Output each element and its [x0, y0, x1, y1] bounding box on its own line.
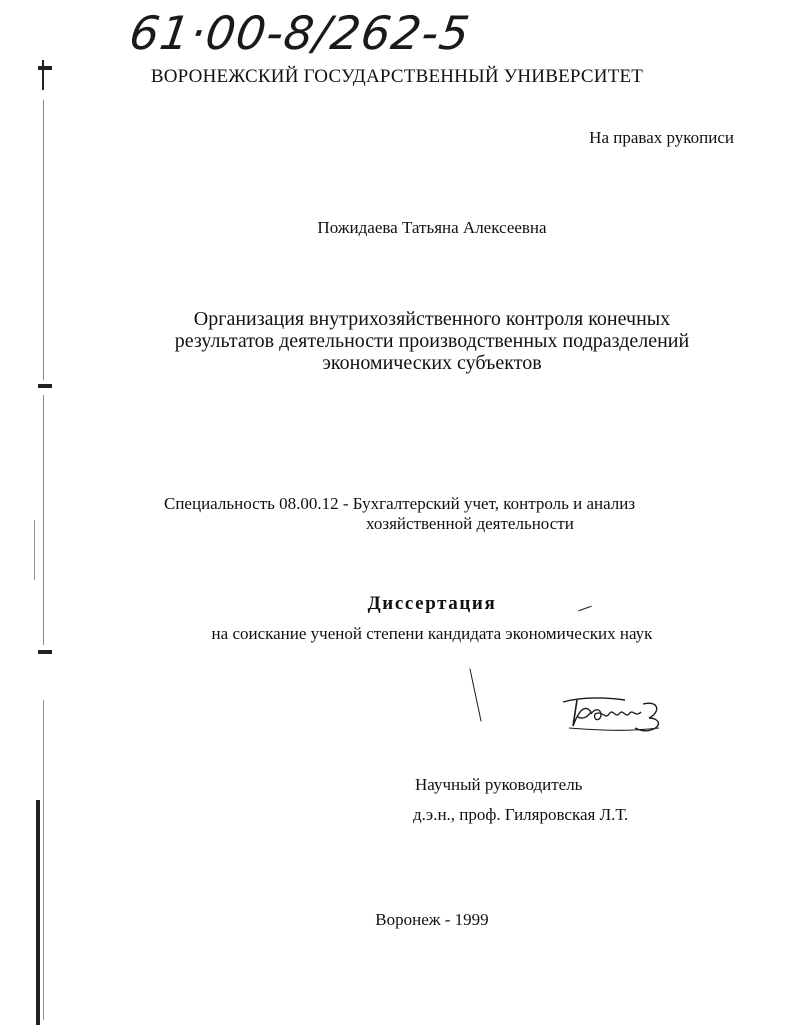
author-name: Пожидаева Татьяна Алексеевна: [317, 218, 547, 237]
archive-code-handwritten: 61·00-8/262-5: [126, 6, 474, 60]
dissertation-subtitle: на соискание ученой степени кандидата экономических наук: [211, 624, 653, 643]
scan-edge-mark: [38, 650, 52, 654]
specialty-line-2: хозяйственной деятельности: [366, 514, 574, 533]
dissertation-heading: Диссертация: [367, 593, 497, 614]
scan-edge-line: [34, 520, 35, 580]
adviser-label: Научный руководитель: [415, 775, 583, 794]
adviser-name: д.э.н., проф. Гиляровская Л.Т.: [413, 805, 629, 824]
title-line: экономических субъектов: [322, 352, 542, 374]
manuscript-rights-note: На правах рукописи: [589, 128, 734, 147]
city-and-year: Воронеж - 1999: [375, 910, 489, 929]
signature-image: [555, 690, 670, 740]
dissertation-title: [0, 308, 794, 374]
specialty-line-1: Специальность 08.00.12 - Бухгалтерский учет, контроль и анализ: [164, 494, 636, 513]
title-line: Организация внутрихозяйственного контроля конечных: [193, 308, 671, 330]
university-name: ВОРОНЕЖСКИЙ ГОСУДАРСТВЕННЫЙ УНИВЕРСИТЕТ: [150, 66, 644, 87]
pen-stroke: [469, 668, 481, 721]
scan-edge-mark: [38, 384, 52, 388]
scan-edge-line: [43, 700, 44, 1020]
title-line: результатов деятельности производственных подразделений: [174, 330, 690, 352]
